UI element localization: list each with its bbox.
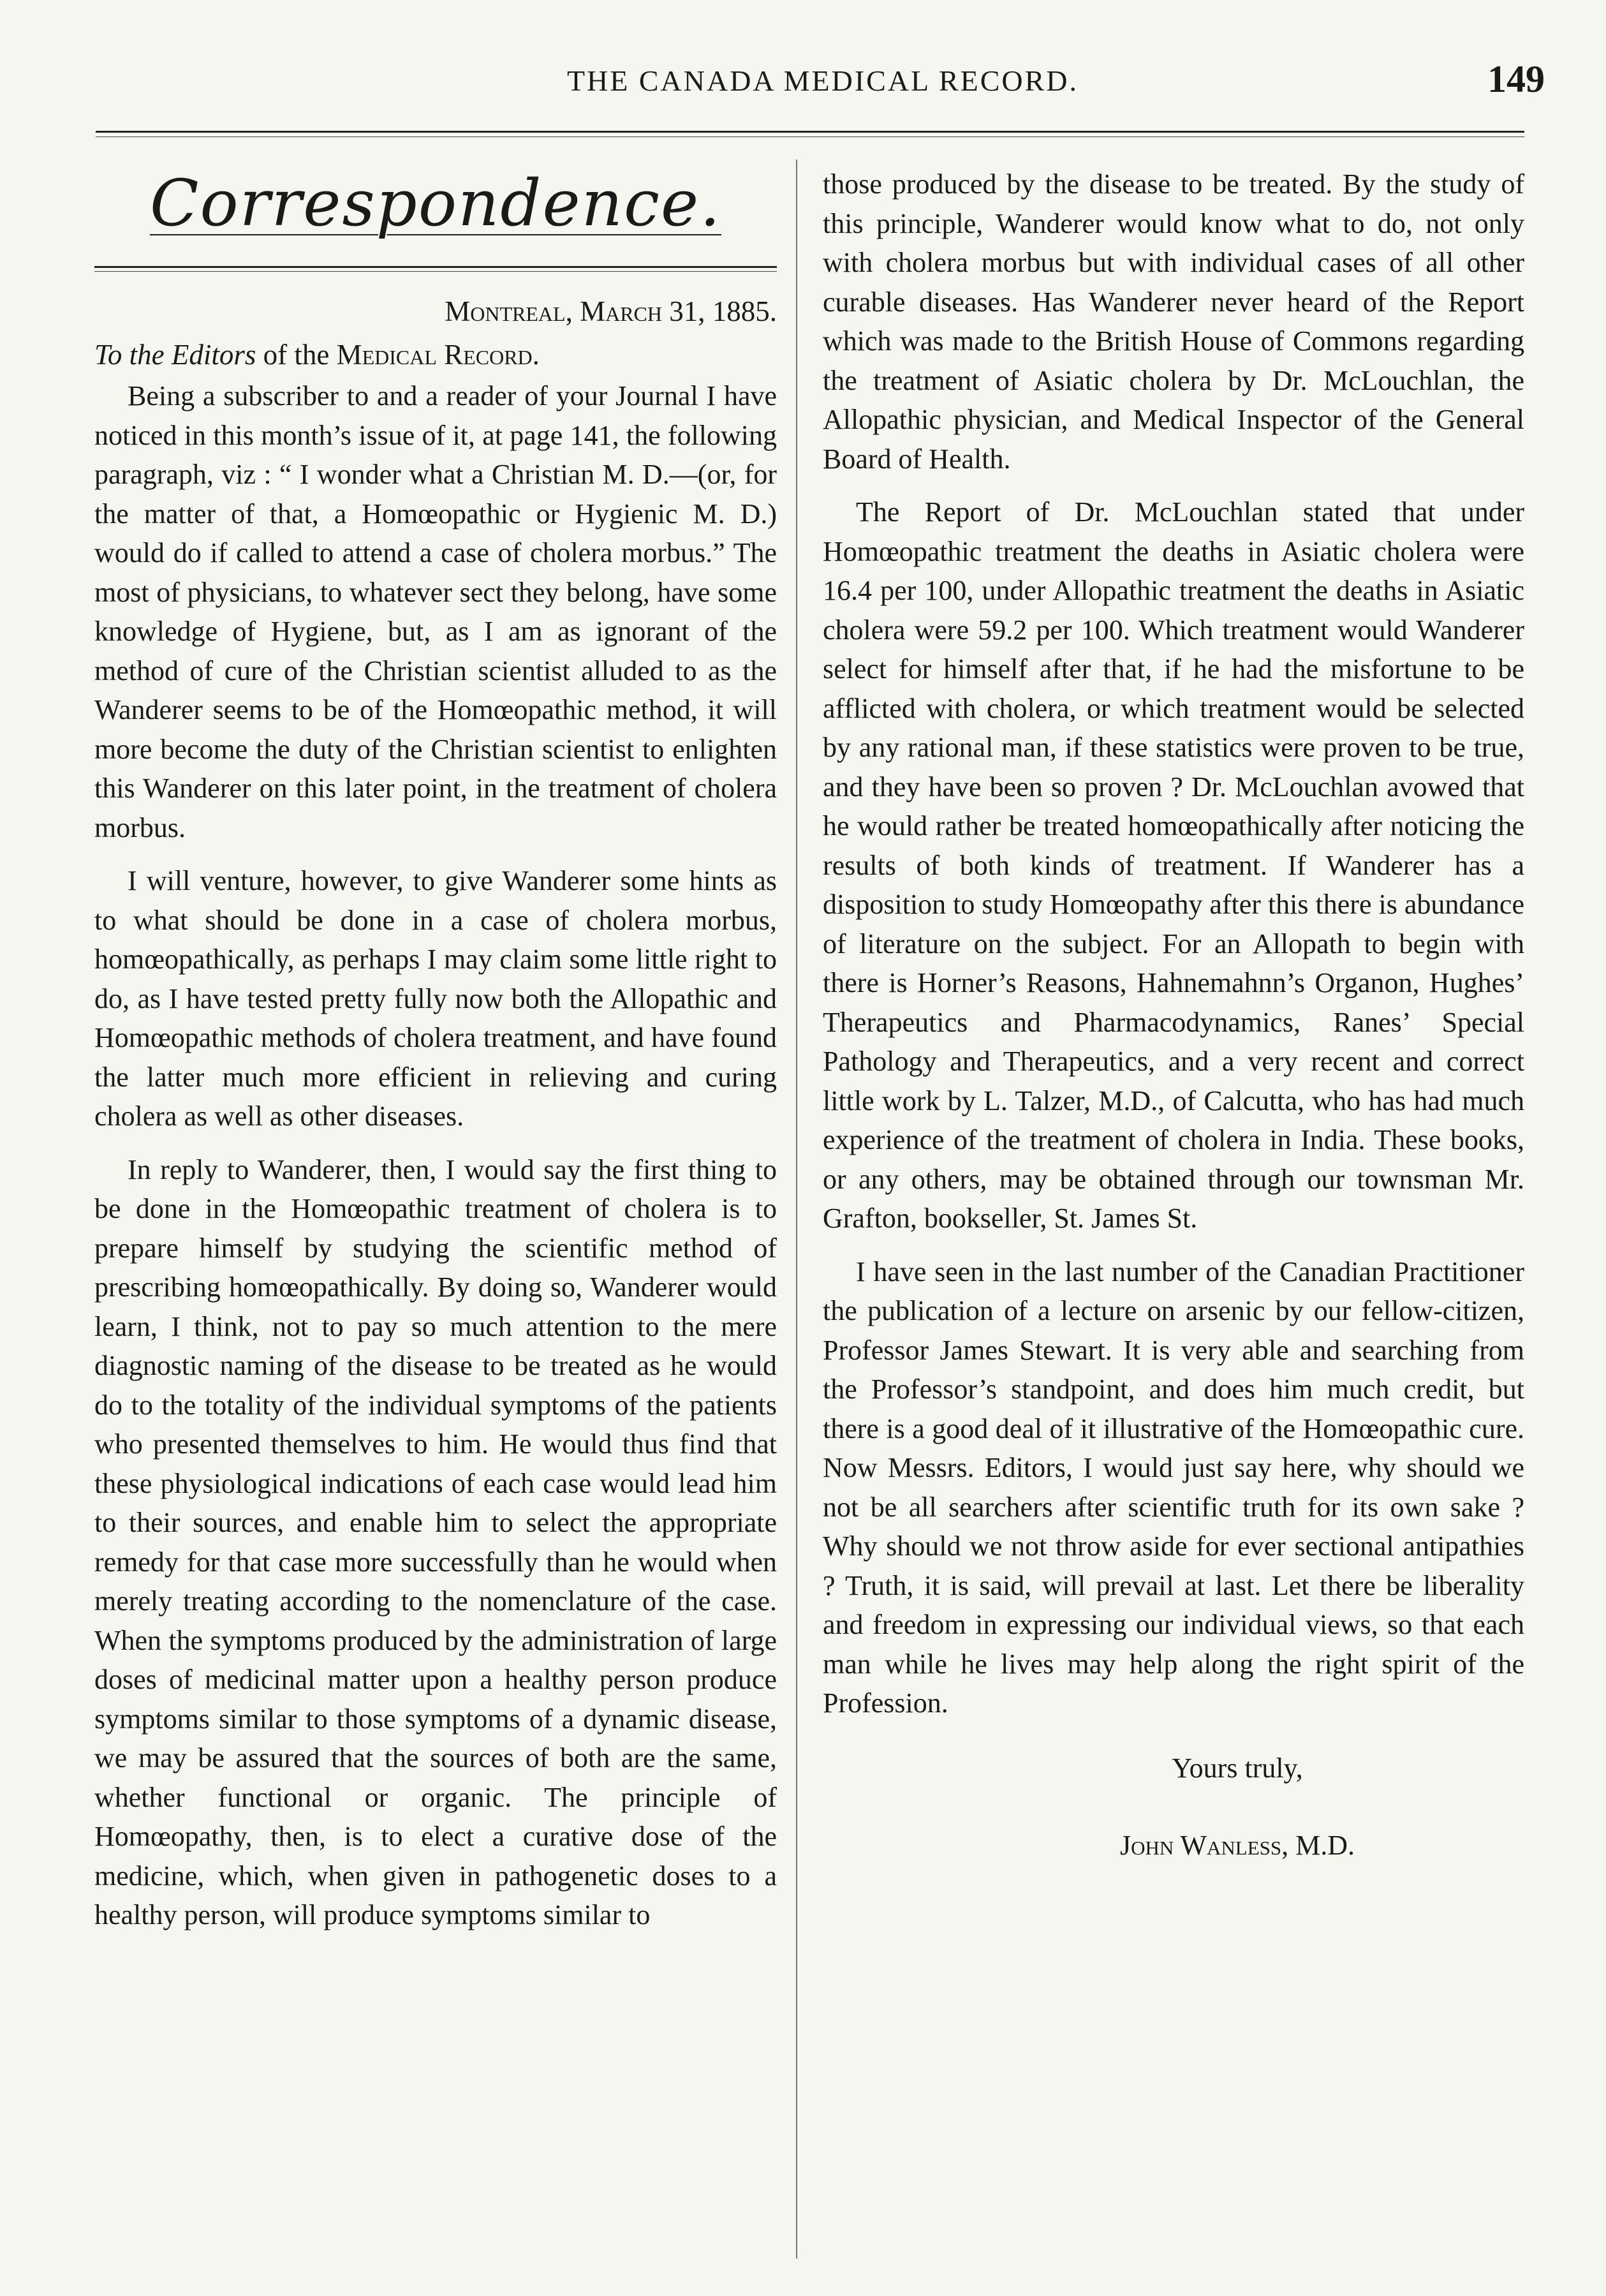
- salutation: [94, 338, 777, 371]
- running-title: THE CANADA MEDICAL RECORD.: [566, 64, 1079, 97]
- page-number: 149: [1487, 58, 1545, 100]
- salutation-connector: of the: [256, 339, 337, 371]
- paragraph: The Report of Dr. McLouchlan stated that under Homœopathic treatment the deaths in Asiatic cholera were 16.4 per 100, under Allopathic treatment the deaths in Asiatic cholera were 59.2 per 100. Which treatment would Wanderer select for himself after that, if he had the misfortune to be afflicted with cholera, or which treatment would be selected by any rational man, if these statistics were proven to be true, and they have been so proven ? Dr. McLouchlan avowed that he would rather be treated homœopathically after noticing the results of both kinds of treatment. If Wanderer has a disposition to study Homœopathy after this there is abundance of literature on the subject. For an Allopath to begin with there is Horner’s Reasons, Hahnemahnn’s Organon, Hughes’ Therapeutics and Pharmacodynamics, Ranes’ Special Pathology and Therapeutics, and a very recent and correct little work by L. Talzer, M.D., of Calcutta, who has had much experience of the treatment of cholera in India. These books, or any others, may be obtained through our townsman Mr. Grafton, bookseller, St. James St.: [823, 496, 1524, 1234]
- heading-rule: [94, 266, 777, 272]
- paragraph: I have seen in the last number of the Canadian Practitioner the publication of a lecture on arsenic by our fellow-citizen, Professor James Stewart. It is very able and searching from the Professor’s standpoint, and does him much credit, but there is a good deal of it illustrative of the Homœopathic cure. Now Messrs. Editors, I would just say here, why should we not be all searchers after scientific truth for its own sake ? Why should we not throw aside for ever sectional antipathies ? Truth, it is said, will prevail at last. Let there be liberality and freedom in expressing our individual views, so that each man while he lives may help along the right spirit of the Profession.: [823, 1255, 1524, 1719]
- paragraph: In reply to Wanderer, then, I would say the first thing to be done in the Homœopathic treatment of cholera is to prepare himself by studying the scientific method of prescribing homœopathically. By doing so, Wanderer would learn, I think, not to pay so much attention to the mere diagnostic naming of the disease to be treated as he would do to the totality of the individual symptoms of the patients who presented themselves to him. He would thus find that these physiological indications of each case would lead him to their sources, and enable him to select the appropriate remedy for that case more successfully than he would when merely treating according to the nomenclature of the case. When the symptoms produced by the administration of large doses of medicinal matter upon a healthy person produce symptoms similar to those symptoms of a dynamic disease, we may be assured that the sources of both are the same, whether functional or organic. The principle of Homœopathy, then, is to elect a curative dose of the medicine, which, when given in pathogenetic doses to a healthy person, will produce symptoms similar to: [94, 1153, 777, 1930]
- section-heading: Correspondence.: [149, 166, 721, 241]
- signoff: [823, 1749, 1524, 1865]
- salutation-journal: Medical Record.: [336, 339, 540, 371]
- left-column: [94, 159, 777, 1949]
- running-head: [89, 58, 1556, 106]
- dateline: Montreal, March 31, 1885.: [445, 295, 777, 327]
- signature: John Wanless, M.D.: [1119, 1829, 1355, 1861]
- right-column: [823, 165, 1524, 1865]
- paragraph-continued: those produced by the disease to be treated. By the study of this principle, Wanderer would know what to do, not only with cholera morbus but with individual cases of all other curable diseases. Has Wanderer never heard of the Report which was made to the British House of Commons regarding the treatment of Asiatic cholera by Dr. McLouchlan, the Allopathic physician, and Medical Inspector of the General Board of Health.: [823, 168, 1524, 475]
- closing: Yours truly,: [1172, 1752, 1303, 1784]
- salutation-addressee: To the Editors: [94, 339, 256, 371]
- paragraph: Being a subscriber to and a reader of your Journal I have noticed in this month’s issue of it, at page 141, the following paragraph, viz : “ I wonder what a Christian M. D.—(or, for the matter of that, a Homœopathic or Hygienic M. D.) would do if called to attend a case of cholera morbus.” The most of physicians, to whatever sect they belong, have some knowledge of Hygiene, but, as I am as ignorant of the method of cure of the Christian scientist alluded to as the Wanderer seems to be of the Homœopathic method, it will more become the duty of the Christian scientist to enlighten this Wanderer on this later point, in the treatment of cholera morbus.: [94, 380, 777, 843]
- paragraph: I will venture, however, to give Wanderer some hints as to what should be done in a case of cholera morbus, homœopathically, as perhaps I may claim some little right to do, as I have tested pretty fully now both the Allopathic and Homœopathic methods of cholera treatment, and have found the latter much more efficient in relieving and curing cholera as well as other diseases.: [94, 865, 777, 1132]
- column-divider: [796, 159, 797, 2258]
- header-rule: [96, 131, 1524, 133]
